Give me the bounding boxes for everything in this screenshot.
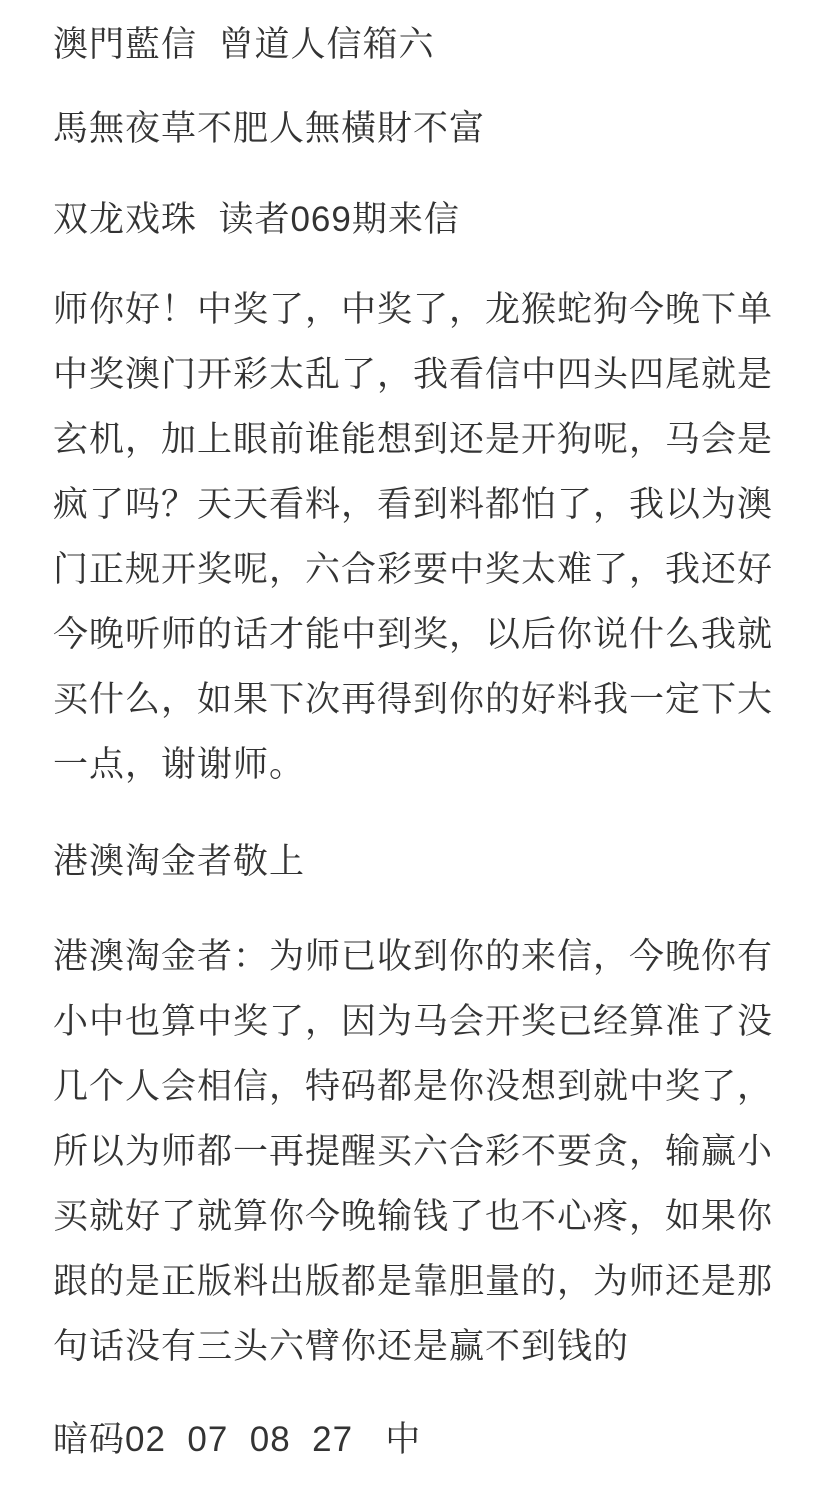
letter-line: 门正规开奖呢，六合彩要中奖太难了，我还好: [53, 550, 774, 589]
letter-line: 今晚听师的话才能中到奖，以后你说什么我就: [53, 615, 774, 654]
secret-code-line: 暗码02 07 08 27 中: [53, 1420, 422, 1459]
reply-line: 小中也算中奖了，因为马会开奖已经算准了没: [53, 1002, 774, 1041]
proverb-line: 馬無夜草不肥人無橫財不富: [53, 109, 486, 148]
issue-line: 双龙戏珠 读者069期来信: [53, 200, 460, 239]
letter-line: 玄机，加上眼前谁能想到还是开狗呢，马会是: [53, 420, 774, 459]
letter-line: 师你好！中奖了，中奖了，龙猴蛇狗今晚下单: [53, 290, 774, 329]
reply-line: 几个人会相信，特码都是你没想到就中奖了，: [53, 1067, 774, 1106]
reply-line: 所以为师都一再提醒买六合彩不要贪，输赢小: [53, 1132, 774, 1171]
reply-line: 跟的是正版料出版都是靠胆量的，为师还是那: [53, 1262, 774, 1301]
letter-line: 一点，谢谢师。: [53, 745, 306, 784]
reply-line: 句话没有三头六臂你还是赢不到钱的: [53, 1327, 630, 1366]
signature-line: 港澳淘金者敬上: [53, 842, 306, 881]
letter-line: 疯了吗？天天看料，看到料都怕了，我以为澳: [53, 485, 774, 524]
letter-line: 中奖澳门开彩太乱了，我看信中四头四尾就是: [53, 355, 774, 394]
page-title: 澳門藍信 曾道人信箱六: [53, 25, 435, 64]
letter-line: 买什么，如果下次再得到你的好料我一定下大: [53, 680, 774, 719]
master-reply-paragraph: [53, 924, 787, 1379]
reply-line: 港澳淘金者：为师已收到你的来信，今晚你有: [53, 937, 774, 976]
reader-letter-paragraph: [53, 277, 787, 797]
reply-line: 买就好了就算你今晚输钱了也不心疼，如果你: [53, 1197, 774, 1236]
